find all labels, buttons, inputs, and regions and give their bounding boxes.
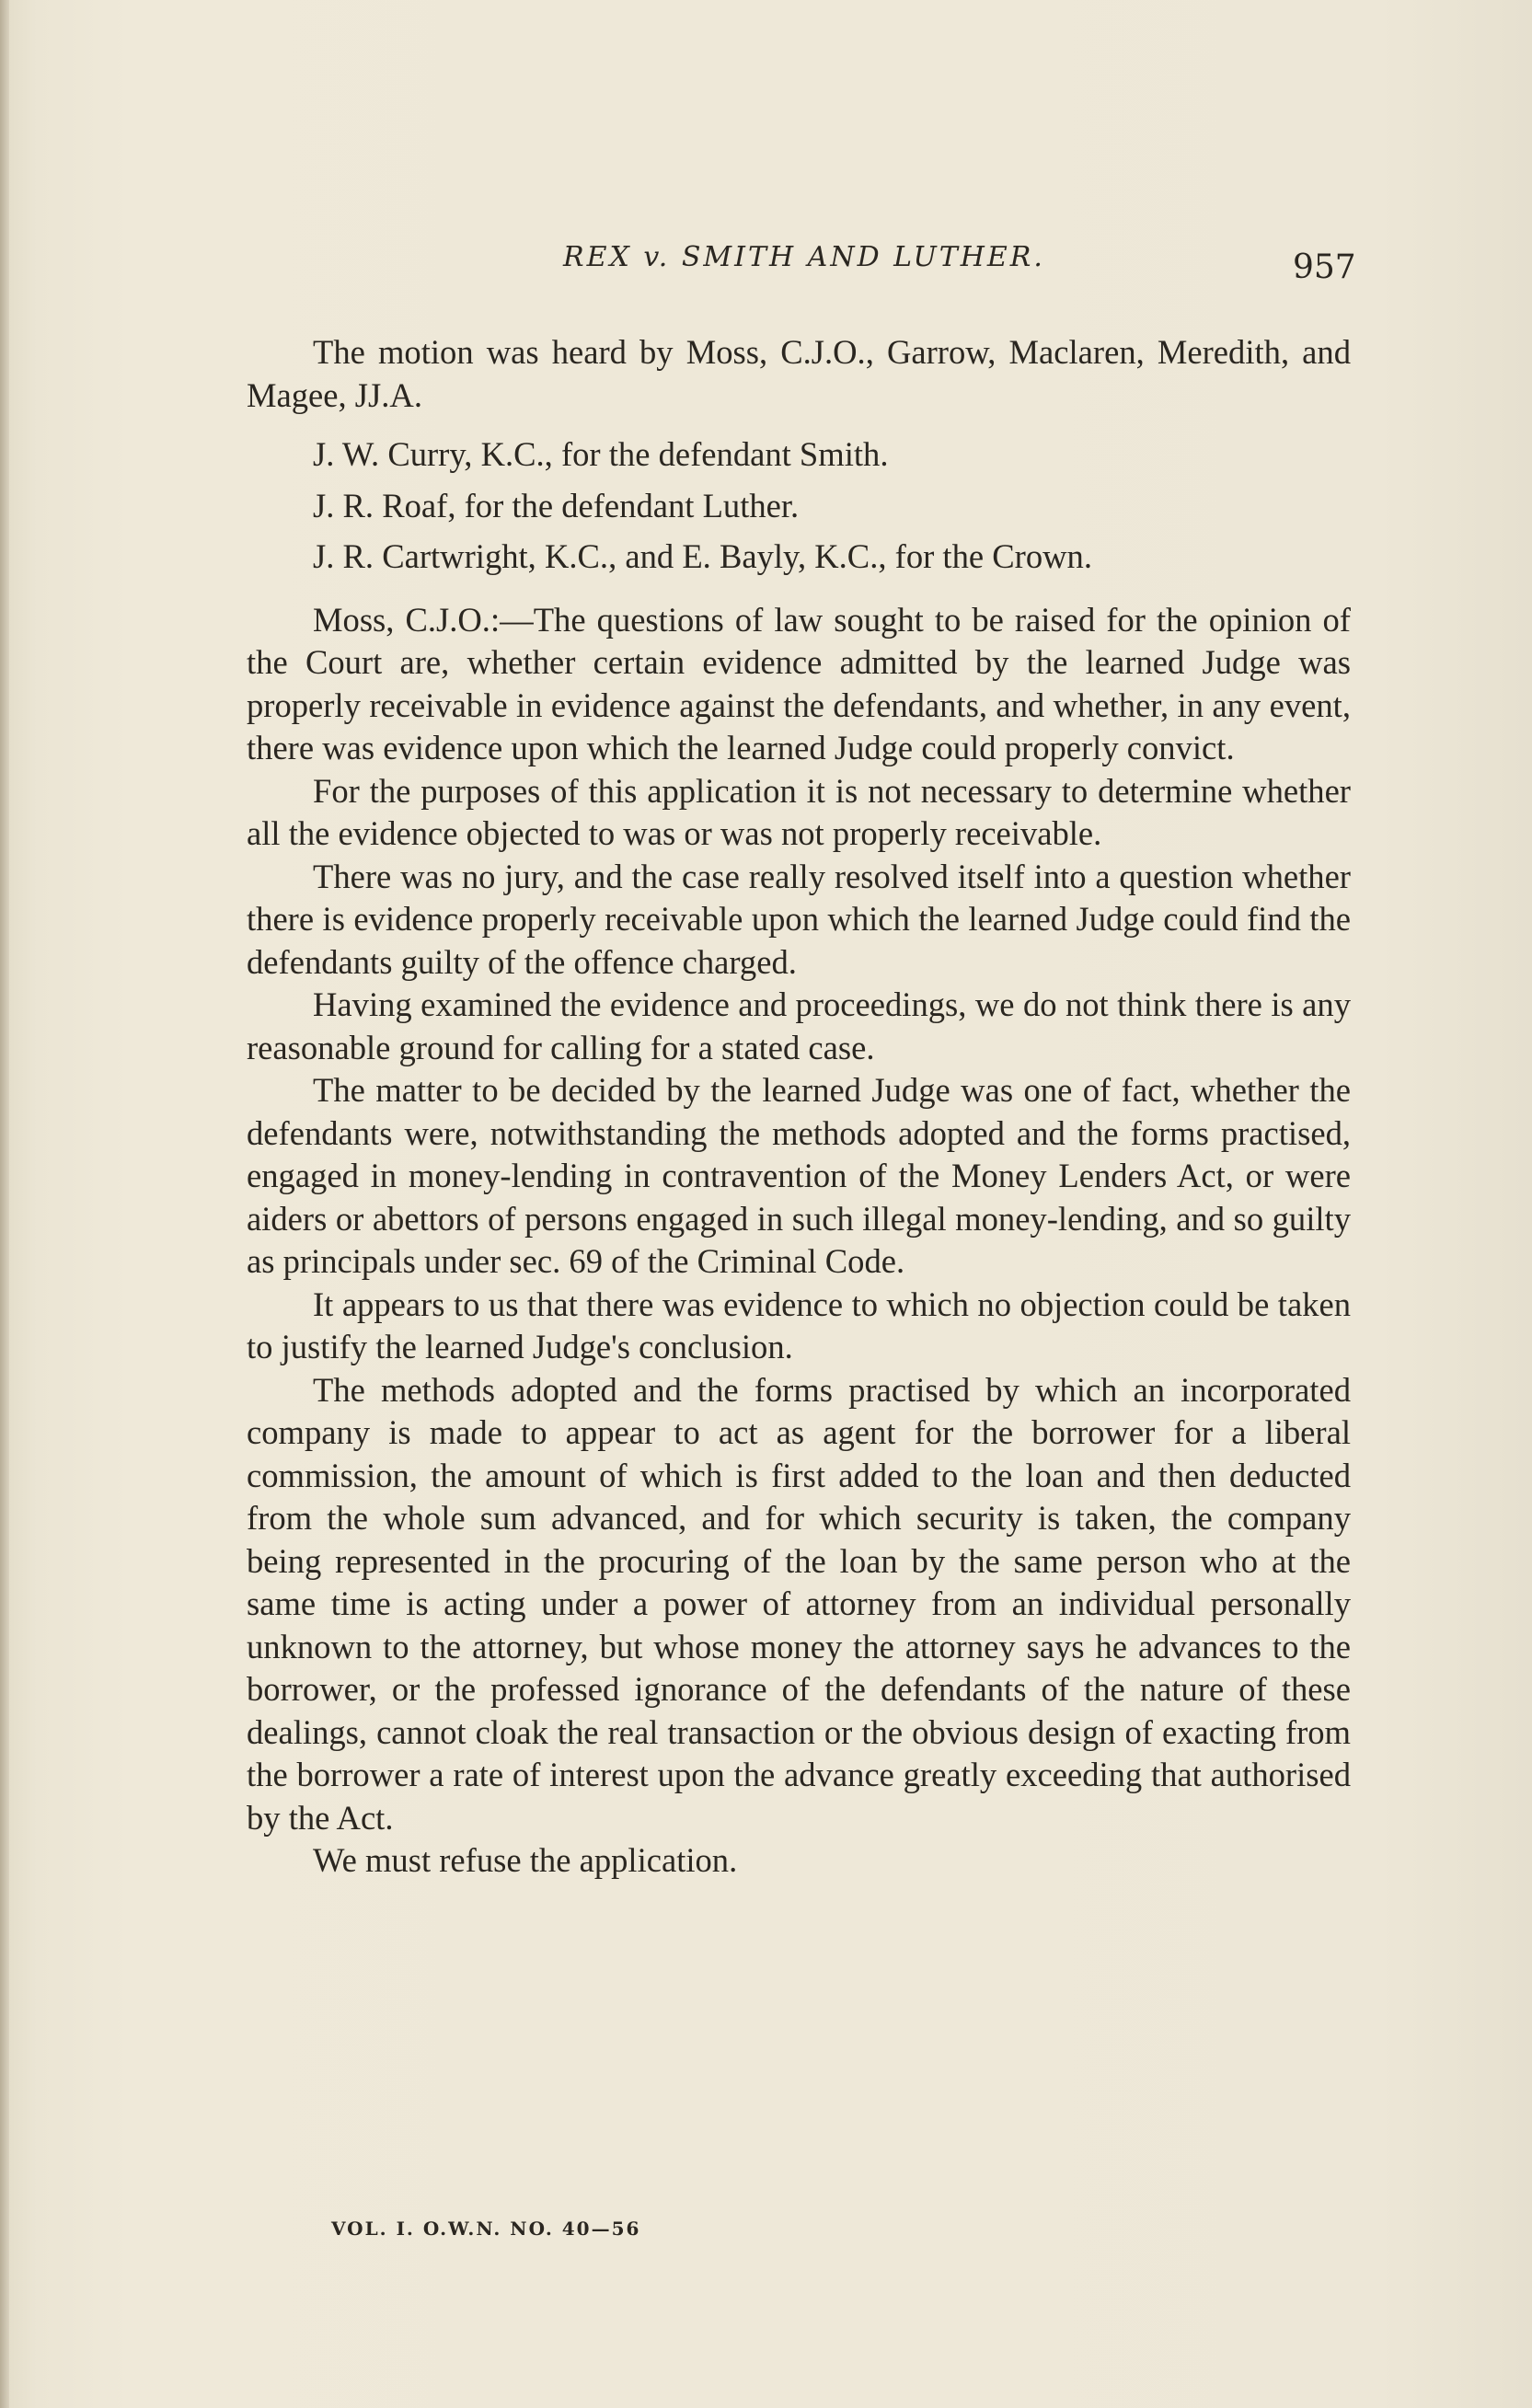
- counsel-line: J. W. Curry, K.C., for the defendant Smith.: [313, 435, 889, 473]
- judgment-paragraph: For the purposes of this application it is not necessary to determine whether all the evidence objected to was or was not properly receivable.: [247, 771, 1351, 852]
- page-number: 957: [1293, 248, 1356, 286]
- page-header: [0, 241, 1532, 296]
- judgment-paragraph: Moss, C.J.O.:—The questions of law sought to be raised for the opinion of the Court are, whether certain evidence admitted by the learned Judge was properly receivable in evidence against the defendants, and whether, in any event, there was evidence upon which the learned Judge could properly convict.: [247, 600, 1351, 766]
- judgment-paragraph: We must refuse the application.: [313, 1841, 738, 1879]
- judgment-paragraph: Having examined the evidence and proceedings, we do not think there is any reasonable ground for calling for a stated case.: [247, 985, 1351, 1066]
- judgment-paragraph: There was no jury, and the case really resolved itself into a question whether there is evidence properly receivable upon which the learned Judge could find the defendants guilty of the offence charged.: [247, 857, 1351, 981]
- body-text: [247, 331, 1351, 1883]
- counsel-line: J. R. Roaf, for the defendant Luther.: [313, 486, 800, 524]
- counsel-line: J. R. Cartwright, K.C., and E. Bayly, K.C., for the Crown.: [313, 537, 1092, 575]
- page-binding-edge: [0, 0, 9, 2408]
- counsel-list: [247, 433, 1351, 579]
- running-head: REX v. SMITH AND LUTHER.: [563, 241, 1045, 273]
- judgment-paragraph: It appears to us that there was evidence to which no objection could be taken to justify the learned Judge's conclusion.: [247, 1285, 1351, 1365]
- intro-paragraph: The motion was heard by Moss, C.J.O., Garrow, Maclaren, Meredith, and Magee, JJ.A.: [247, 333, 1351, 414]
- signature-mark: VOL. I. O.W.N. NO. 40—56: [331, 2218, 641, 2240]
- judgment-paragraph: The matter to be decided by the learned Judge was one of fact, whether the defendants were, notwithstanding the methods adopted and the forms practised, engaged in money-lending in contravention of the Money Lenders Act, or were aiders or abettors of persons engaged in such illegal money-lending, and so guilty as principals under sec. 69 of the Criminal Code.: [247, 1071, 1351, 1280]
- judgment-paragraph: The methods adopted and the forms practised by which an incorporated company is made to appear to act as agent for the borrower for a liberal commission, the amount of which is first added to the loan and then deducted from the whole sum advanced, and for which security is taken, the company being represented in the procuring of the loan by the same person who at the same time is acting under a power of attorney from an individual personally unknown to the attorney, but whose money the attorney says he advances to the borrower, or the professed ignorance of the defendants of the nature of these dealings, cannot cloak the real transaction or the obvious design of exacting from the borrower a rate of interest upon the advance greatly exceeding that authorised by the Act.: [247, 1370, 1351, 1837]
